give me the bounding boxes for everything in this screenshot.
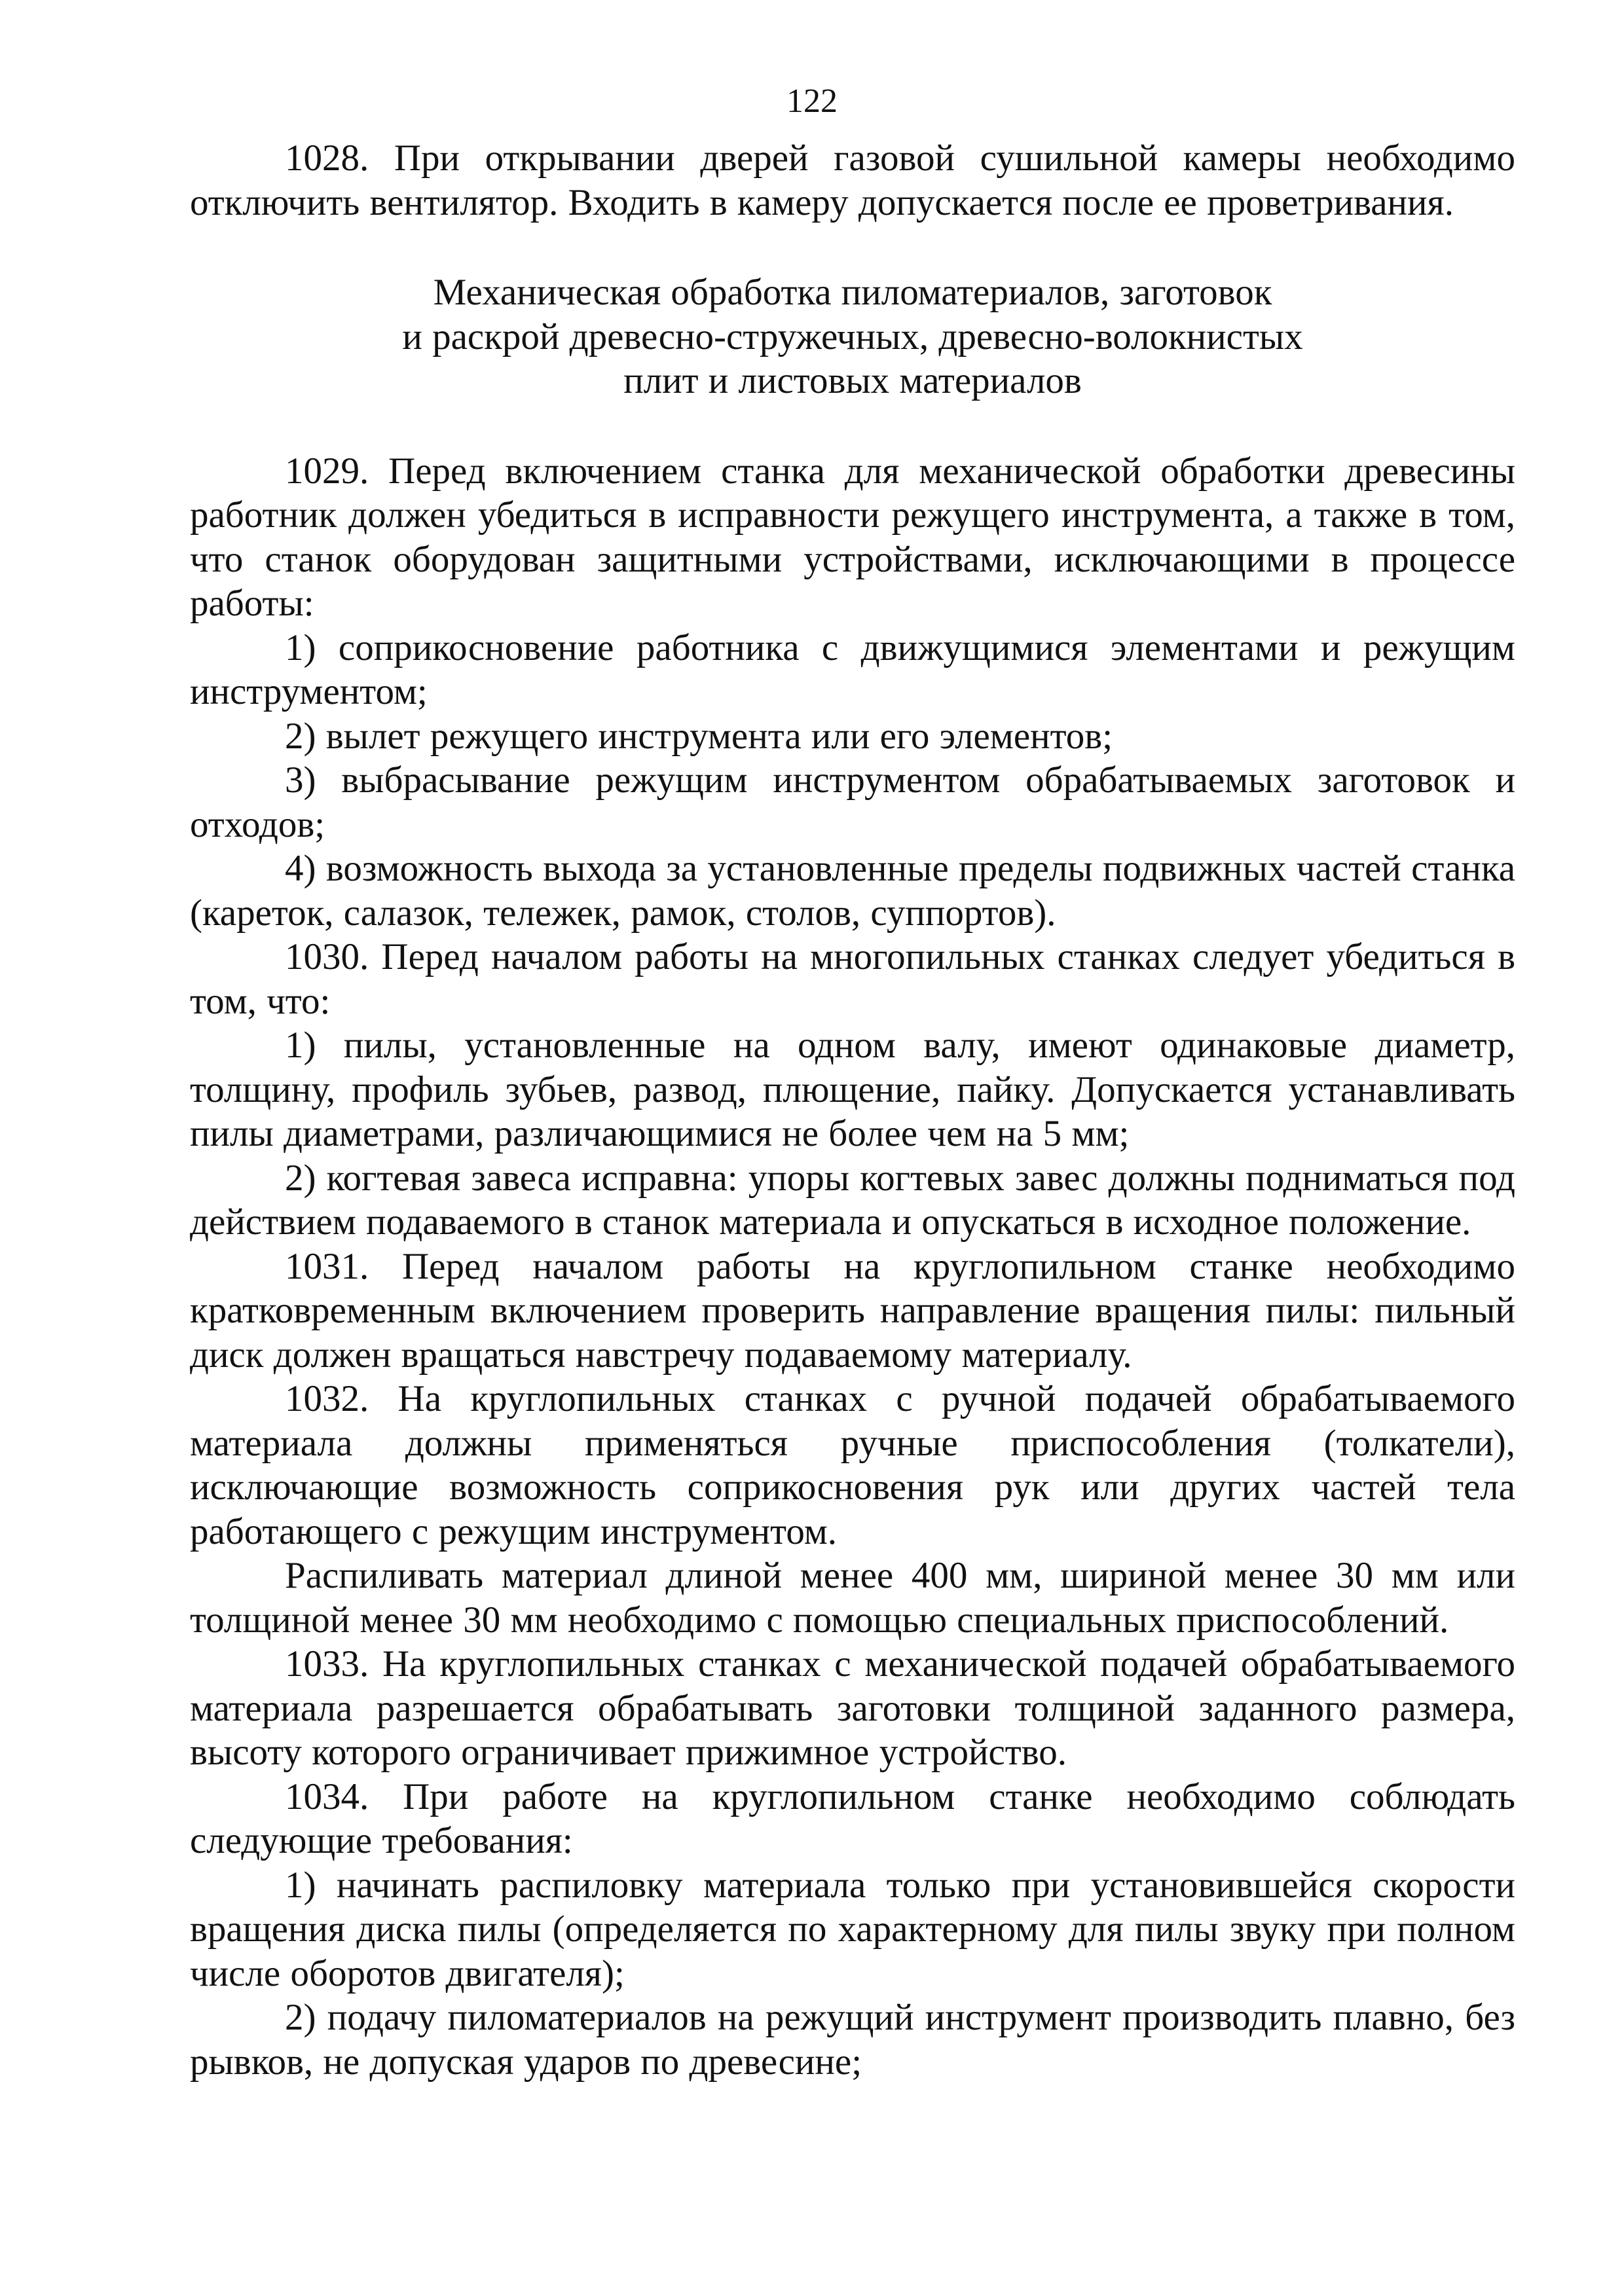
list-item: 2) подачу пиломатериалов на режущий инструмент производить плавно, без рывков, не допуская ударов по древесине; xyxy=(190,1997,1515,2083)
paragraph-1032-continued: Распиливать материал длиной менее 400 мм, шириной менее 30 мм или толщиной менее 30 мм необходимо с помощью специальных приспособлений. xyxy=(190,1555,1515,1641)
paragraph-1029: 1029. Перед включением станка для механической обработки древесины работник должен убедиться в исправности режущего инструмента, а также в том, что станок оборудован защитными устройствами, исключающими в процессе работы: xyxy=(190,450,1515,624)
paragraph-1028: 1028. При открывании дверей газовой сушильной камеры необходимо отключить вентилятор. Входить в камеру допускается после ее проветривания. xyxy=(190,137,1515,223)
list-item: 4) возможность выхода за установленные пределы подвижных частей станка (кареток, салазок, тележек, рамок, столов, суппортов). xyxy=(190,848,1515,934)
list-item: 1) начинать распиловку материала только при установившейся скорости вращения диска пилы (определяется по характерному для пилы звуку при полном числе оборотов двигателя); xyxy=(190,1864,1515,1994)
paragraph-1030: 1030. Перед началом работы на многопильных станках следует убедиться в том, что: xyxy=(190,936,1515,1022)
list-item: 3) выбрасывание режущим инструментом обрабатываемых заготовок и отходов; xyxy=(190,759,1515,845)
section-heading-line-1: Механическая обработка пиломатериалов, заготовок xyxy=(433,272,1272,313)
document-body xyxy=(190,136,1515,2084)
section-heading-line-2: и раскрой древесно-стружечных, древесно-волокнистых xyxy=(402,316,1303,357)
list-item: 2) вылет режущего инструмента или его элементов; xyxy=(285,715,1113,757)
section-heading-line-3: плит и листовых материалов xyxy=(623,360,1082,401)
page-number: 122 xyxy=(786,82,838,120)
list-item: 1) пилы, установленные на одном валу, имеют одинаковые диаметр, толщину, профиль зубьев, развод, плющение, пайку. Допускается устанавливать пилы диаметрами, различающимися не более чем на 5 мм; xyxy=(190,1025,1515,1154)
paragraph-1032: 1032. На круглопильных станках с ручной подачей обрабатываемого материала должны применяться ручные приспособления (толкатели), исключающие возможность соприкосновения рук или других частей тела работающего с режущим инструментом. xyxy=(190,1378,1515,1552)
list-item: 2) когтевая завеса исправна: упоры когтевых завес должны подниматься под действием подаваемого в станок материала и опускаться в исходное положение. xyxy=(190,1157,1515,1243)
section-heading xyxy=(190,270,1515,403)
paragraph-1033: 1033. На круглопильных станках с механической подачей обрабатываемого материала разрешается обрабатывать заготовки толщиной заданного размера, высоту которого ограничивает прижимное устройство. xyxy=(190,1643,1515,1773)
paragraph-1034: 1034. При работе на круглопильном станке необходимо соблюдать следующие требования: xyxy=(190,1776,1515,1861)
paragraph-1031: 1031. Перед началом работы на круглопильном станке необходимо кратковременным включением проверить направление вращения пилы: пильный диск должен вращаться навстречу подаваемому материалу. xyxy=(190,1245,1515,1376)
list-item: 1) соприкосновение работника с движущимися элементами и режущим инструментом; xyxy=(190,627,1515,712)
